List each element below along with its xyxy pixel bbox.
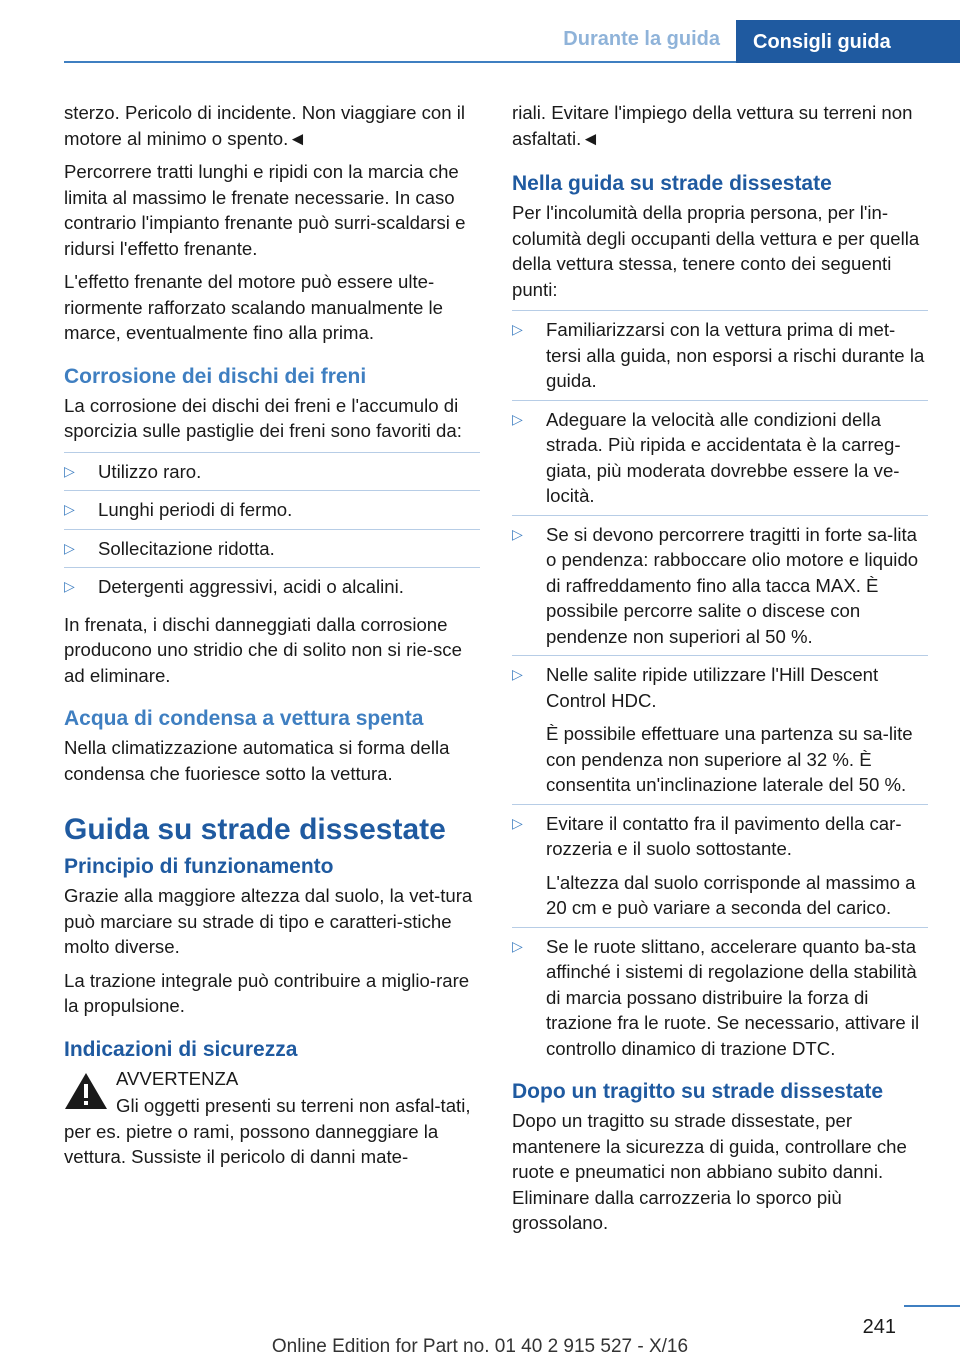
heading-dopo-tragitto: Dopo un tragitto su strade dissestate bbox=[512, 1080, 884, 1103]
heading-principio: Principio di funzionamento bbox=[64, 855, 334, 878]
triangle-bullet-icon: ▷ bbox=[512, 814, 523, 831]
offroad-tips-list bbox=[512, 310, 928, 1067]
triangle-bullet-icon: ▷ bbox=[512, 666, 523, 682]
list-item: ▷ Familiarizzarsi con la vettura prima di met‐tersi alla guida, non esporsi a rischi durante la guida. bbox=[512, 310, 928, 400]
paragraph: Percorrere tratti lunghi e ripidi con la marcia che limita al massimo le frenate necessarie. In caso contrario l'impianto frenante può surri‐scaldarsi e ridursi l'effetto frenante. bbox=[64, 161, 466, 259]
triangle-bullet-icon: ▷ bbox=[512, 525, 523, 542]
paragraph: In frenata, i dischi danneggiati dalla corrosione producono uno stridio che di solito non si rie‐sce ad eliminare. bbox=[64, 613, 462, 686]
list-item: ▷ Sollecitazione ridotta. bbox=[64, 529, 480, 568]
header-chapter-tab: Consigli guida bbox=[736, 20, 960, 63]
corrosion-causes-list bbox=[64, 452, 480, 606]
page-number: 241 bbox=[862, 1316, 896, 1338]
paragraph: L'effetto frenante del motore può essere ulte‐riormente rafforzato scalando manualmente le marce, eventualmente fino alla prima. bbox=[64, 271, 443, 343]
heading-condensa: Acqua di condensa a vettura spenta bbox=[64, 707, 424, 730]
triangle-bullet-icon: ▷ bbox=[512, 410, 523, 427]
triangle-bullet-icon: ▷ bbox=[64, 501, 75, 517]
paragraph: sterzo. Pericolo di incidente. Non viaggiare con il motore al minimo o spento.◄ bbox=[64, 102, 466, 149]
heading-nella-guida: Nella guida su strade dissestate bbox=[512, 172, 832, 195]
heading-sicurezza: Indicazioni di sicurezza bbox=[64, 1037, 298, 1061]
triangle-bullet-icon: ▷ bbox=[64, 578, 75, 594]
triangle-bullet-icon: ▷ bbox=[64, 462, 75, 479]
list-item: ▷ Se le ruote slittano, accelerare quanto ba‐sta affinché i sistemi di regolazione della stabilità di marcia possano distribuire la forza di trazione fra le ruote. Se necessario, attivare il controllo dinamico di trazione DTC. bbox=[512, 927, 928, 1068]
paragraph: riali. Evitare l'impiego della vettura su terreni non asfaltati.◄ bbox=[512, 102, 913, 149]
triangle-bullet-icon: ▷ bbox=[512, 321, 523, 337]
paragraph: Grazie alla maggiore altezza dal suolo, la vet‐tura può marciare su strade di tipo e caratteri‐stiche molto diverse. bbox=[64, 885, 473, 957]
warning-triangle-icon bbox=[64, 1072, 108, 1110]
left-column bbox=[64, 100, 480, 1178]
paragraph: La corrosione dei dischi dei freni e l'accumulo di sporcizia sulle pastiglie dei freni sono favoriti da: bbox=[64, 394, 462, 441]
list-item: ▷ Evitare il contatto fra il pavimento della car‐rozzeria e il suolo sottostante. L'altezza dal suolo corrisponde al massimo a 20 cm e può variare a seconda del carico. bbox=[512, 804, 928, 927]
paragraph: Per l'incolumità della propria persona, per l'in‐columità degli occupanti della vettura e per quella della vettura stessa, tenere conto dei seguenti punti: bbox=[512, 202, 920, 300]
triangle-bullet-icon: ▷ bbox=[64, 539, 75, 556]
triangle-bullet-icon: ▷ bbox=[512, 937, 523, 954]
list-item: ▷ Nelle salite ripide utilizzare l'Hill Descent Control HDC. È possibile effettuare una partenza su sa‐lite con pendenza non superiore al 32 %. È consentita un'inclinazione laterale del 50 %. bbox=[512, 655, 928, 804]
heading-corrosione: Corrosione dei dischi dei freni bbox=[64, 364, 367, 388]
heading-guida-strade-dissestate: Guida su strade dissestate bbox=[64, 813, 446, 846]
list-item: ▷ Detergenti aggressivi, acidi o alcalini. bbox=[64, 567, 480, 606]
list-item: ▷ Lunghi periodi di fermo. bbox=[64, 490, 480, 529]
list-item: ▷ Utilizzo raro. bbox=[64, 452, 480, 491]
list-item: ▷ Adeguare la velocità alle condizioni della strada. Più ripida e accidentata è la carreg‐giata, più moderata dovrebbe essere la ve‐locità. bbox=[512, 400, 928, 515]
edition-footer: Online Edition for Part no. 01 40 2 915 527 - X/16 bbox=[271, 1336, 689, 1357]
warning-text: Gli oggetti presenti su terreni non asfal‐tati, per es. pietre o rami, possono danneggiare la vettura. Sussiste il pericolo di danni mate‐ bbox=[64, 1095, 471, 1167]
warning-title: AVVERTENZA bbox=[116, 1067, 239, 1089]
footer-rule bbox=[904, 1305, 960, 1307]
right-column bbox=[512, 100, 928, 1244]
paragraph: Dopo un tragitto su strade dissestate, per mantenere la sicurezza di guida, controllare che ruote e pneumatici non abbiano subito danni. Eliminare dalla carrozzeria lo sporco più grossolano. bbox=[512, 1110, 907, 1233]
header-section-title: Durante la guida bbox=[563, 28, 720, 50]
list-item: ▷ Se si devono percorrere tragitti in forte sa‐lita o pendenza: rabboccare olio motore e liquido di raffreddamento fino alla tacca MAX. È possibile percorre salite o discese con pendenze non superiori al 50 %. bbox=[512, 515, 928, 656]
paragraph: Nella climatizzazione automatica si forma della condensa che fuoriesce sotto la vettura. bbox=[64, 737, 450, 784]
paragraph: La trazione integrale può contribuire a miglio‐rare la propulsione. bbox=[64, 969, 470, 1016]
warning-block bbox=[64, 1066, 480, 1170]
